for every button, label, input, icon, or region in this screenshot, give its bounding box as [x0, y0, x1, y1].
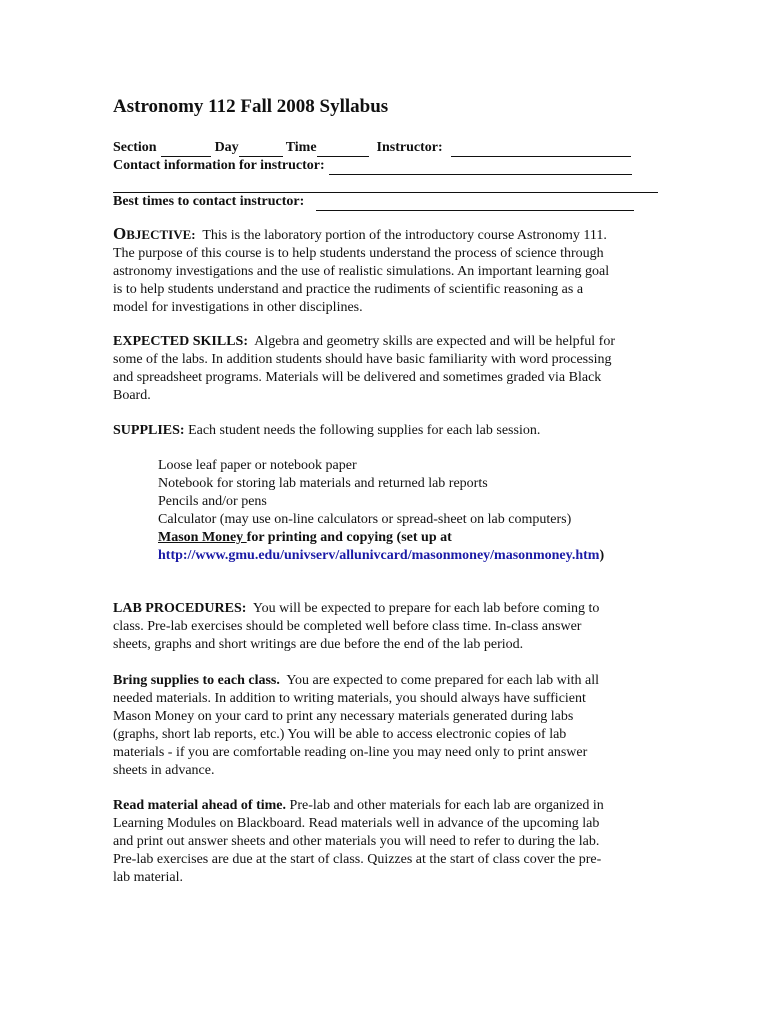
skills-line: Board.: [113, 388, 151, 403]
bring-line: (graphs, short lab reports, etc.) You will be able to access electronic copies of lab: [113, 727, 567, 742]
list-item: Notebook for storing lab materials and returned lab reports: [158, 476, 488, 491]
supplies-intro: Each student needs the following supplies for each lab session.: [188, 423, 541, 438]
day-label: Day: [214, 140, 239, 155]
supplies-label: SUPPLIES:: [113, 423, 185, 438]
list-item: Pencils and/or pens: [158, 494, 267, 509]
objective-line: astronomy investigations and the use of realistic simulations. An important learning goal: [113, 264, 610, 279]
best-times-label: Best times to contact instructor:: [113, 194, 305, 209]
read-line: Pre-lab and other materials for each lab are organized in: [289, 798, 604, 813]
bring-line: sheets in advance.: [113, 763, 215, 778]
objective-line: The purpose of this course is to help students understand the process of science through: [113, 246, 604, 261]
read-line: Learning Modules on Blackboard. Read materials well in advance of the upcoming lab: [113, 816, 600, 831]
section-row: [113, 139, 658, 157]
objective-line: is to help students understand and practice the rudiments of scientific reasoning as a: [113, 282, 584, 297]
list-item: Calculator (may use on-line calculators or spread-sheet on lab computers): [158, 512, 572, 527]
syllabus-page: [113, 95, 658, 887]
mason-money-label: Mason Money: [158, 530, 247, 545]
expected-skills-section: [113, 333, 658, 405]
objective-line: This is the laboratory portion of the introductory course Astronomy 111.: [202, 228, 607, 243]
bring-line: needed materials. In addition to writing materials, you should always have sufficient: [113, 691, 586, 706]
contact-label: Contact information for instructor:: [113, 158, 325, 173]
mason-money-text: for printing and copying (set up at: [246, 530, 452, 545]
bring-line: You are expected to come prepared for each lab with all: [286, 673, 600, 688]
list-item: [158, 547, 658, 565]
read-material-section: [113, 797, 658, 887]
page-title: Astronomy 112 Fall 2008 Syllabus: [113, 96, 389, 117]
bring-supplies-label: Bring supplies to each class.: [113, 673, 280, 688]
procedures-line: sheets, graphs and short writings are due before the end of the lab period.: [113, 637, 524, 652]
day-blank: [239, 142, 283, 157]
lab-procedures-section: [113, 600, 658, 654]
bring-supplies-section: [113, 672, 658, 780]
read-material-label: Read material ahead of time.: [113, 798, 287, 813]
skills-line: and spreadsheet programs. Materials will be delivered and sometimes graded via Black: [113, 370, 602, 385]
skills-line: some of the labs. In addition students should have basic familiarity with word processing: [113, 352, 612, 367]
info-fields: [113, 139, 658, 211]
lab-procedures-label: LAB PROCEDURES:: [113, 601, 247, 616]
instructor-blank: [451, 142, 631, 157]
skills-line: Algebra and geometry skills are expected and will be helpful for: [254, 334, 615, 349]
read-line: and print out answer sheets and other materials you will need to refer to during the lab.: [113, 834, 600, 849]
expected-skills-label: EXPECTED SKILLS:: [113, 334, 248, 349]
objective-section: [113, 225, 658, 317]
link-close-paren: ): [599, 548, 605, 563]
objective-line: model for investigations in other disciplines.: [113, 300, 363, 315]
contact-blank: [329, 160, 632, 175]
read-line: Pre-lab exercises are due at the start of class. Quizzes at the start of class cover the pre-: [113, 852, 602, 867]
instructor-label: Instructor:: [376, 140, 443, 155]
best-times-row: [113, 193, 658, 211]
bring-line: materials - if you are comfortable reading on-line you may need only to print answer: [113, 745, 588, 760]
supplies-list: [158, 457, 658, 565]
objective-label: OBJECTIVE:: [113, 224, 196, 243]
list-item: Loose leaf paper or notebook paper: [158, 458, 357, 473]
time-label: Time: [285, 140, 317, 155]
list-item: [158, 529, 658, 547]
contact-row: [113, 157, 658, 175]
time-blank: [317, 142, 369, 157]
mason-money-link[interactable]: http://www.gmu.edu/univserv/allunivcard/masonmoney/masonmoney.htm: [158, 548, 600, 563]
bring-line: Mason Money on your card to print any necessary materials generated during labs: [113, 709, 574, 724]
section-blank: [161, 142, 211, 157]
procedures-line: You will be expected to prepare for each lab before coming to: [252, 601, 600, 616]
read-line: lab material.: [113, 870, 183, 885]
contact-extra-line: [113, 175, 658, 193]
section-label: Section: [113, 140, 157, 155]
best-times-blank: [316, 196, 634, 211]
procedures-line: class. Pre-lab exercises should be completed well before class time. In-class answer: [113, 619, 582, 634]
supplies-section: [113, 422, 658, 440]
